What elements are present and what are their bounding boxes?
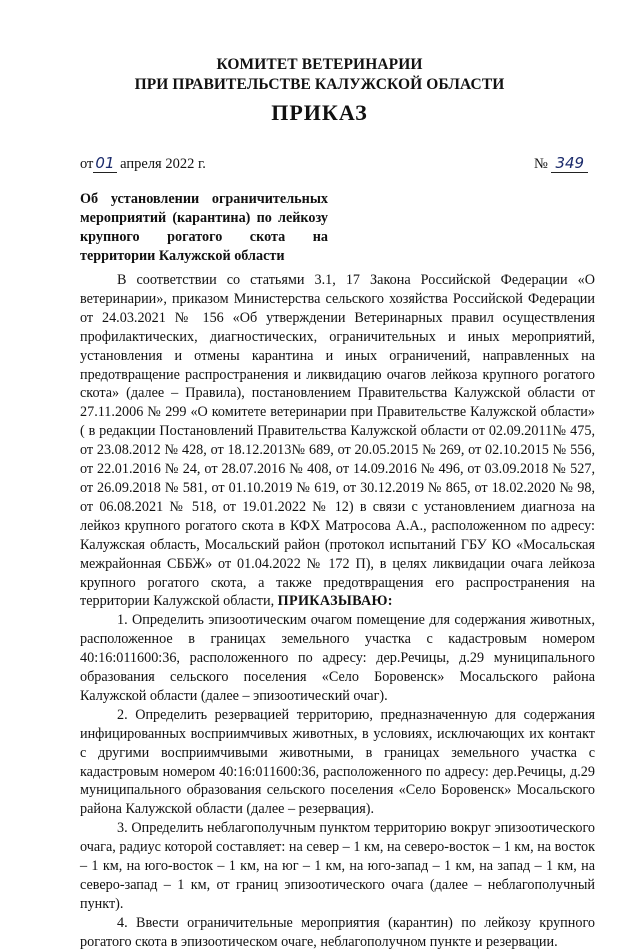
date-prefix: от (80, 156, 94, 172)
order-subject: Об установлении ограничительных мероприятий (карантина) по лейкозу крупного рогатого скота на территории Калужской области (80, 191, 328, 264)
order-keyword: ПРИКАЗЫВАЮ: (277, 593, 393, 610)
item-4: 4. Ввести ограничительные мероприятия (карантин) по лейкозу крупного рогатого скота в эпизоотическом очаге, неблагополучном пункте и резервации. (80, 914, 595, 950)
order-date (80, 154, 206, 173)
document-type-title: ПРИКАЗ (271, 100, 368, 125)
preamble-text: В соответствии со статьями 3.1, 17 Закона Российской Федерации «О ветеринарии», приказом Министерства сельского хозяйства Российской Федерации от 24.03.2021 № 156 «Об утверждении Ветеринарных правил осуществления профилактических, диагностических, ограничительных и иных мероприятий, установления и отмены карантина и иных ограничений, направленных на предотвращение распространения и ликвидацию очагов лейкоза крупного рогатого скота» (далее – Правила), постановлением Правительства Калужской области от 27.11.2006 № 299 «О комитете ветеринарии при Правительстве Калужской области» ( в редакции Постановлений Правительства Калужской области от 02.09.2011№ 475, от 23.08.2012 № 428, от 18.12.2013№ 689, от 20.05.2015 № 269, от 02.10.2015 № 556, от 22.01.2016 № 24, от 28.07.2016 № 408, от 14.09.2016 № 496, от 03.09.2018 № 527, от 26.09.2018 № 581, от 01.10.2019 № 619, от 30.12.2019 № 865, от 18.02.2020 № 98, от 06.08.2021 № 518, от 19.01.2022 № 12) в связи с установлением диагноза на лейкоз крупного рогатого скота в КФХ Матросова А.А., расположенном по адресу: Калужская область, Мосальский район (протокол испытаний ГБУ КО «Мосальская межрайонная СББЖ» от 01.04.2022 № 172 П), в целях ликвидации очага лейкоза крупного рогатого скота, а также предотвращения его распространения на территории Калужской области, (80, 272, 595, 610)
issuer-header (0, 55, 639, 95)
handwritten-number: 349 (551, 154, 588, 173)
item-2: 2. Определить резервацией территорию, предназначенную для содержания инфицированных восприимчивых животных, в условиях, исключающих их контакт с другими восприимчивыми животными, в границах земельного участка с кадастровым номером 40:16:011600:36, расположенного по адресу: дер.Речицы, д.29 муниципального образования сельского поселения «Село Боровенск» Мосальского района Калужской области (далее – резервация). (80, 706, 595, 818)
date-rest: апреля 2022 г. (120, 156, 206, 172)
issuer-line-1: КОМИТЕТ ВЕТЕРИНАРИИ (216, 56, 423, 73)
order-number (534, 154, 588, 173)
order-body (80, 271, 595, 952)
issuer-line-2: ПРИ ПРАВИТЕЛЬСТВЕ КАЛУЖСКОЙ ОБЛАСТИ (134, 76, 505, 93)
handwritten-day: 01 (95, 154, 115, 172)
preamble-paragraph (80, 271, 595, 611)
item-3: 3. Определить неблагополучным пунктом территорию вокруг эпизоотического очага, радиус которой составляет: на север – 1 км, на северо-восток – 1 км, на восток – 1 км, на юго-восток – 1 км, на юг – 1 км, на юго-запад – 1 км, на запад – 1 км, на северо-запад – 1 км, от границ эпизоотического очага (далее – неблагополучный пункт). (80, 820, 595, 912)
item-1: 1. Определить эпизоотическим очагом помещение для содержания животных, расположенное в границах земельного участка с кадастровым номером 40:16:011600:36, расположенного по адресу: дер.Речицы, д.29 муниципального образования сельского поселения «Село Боровенск» Мосальского района Калужской области (далее – эпизоотический очаг). (80, 612, 595, 704)
number-sign: № (534, 156, 548, 172)
